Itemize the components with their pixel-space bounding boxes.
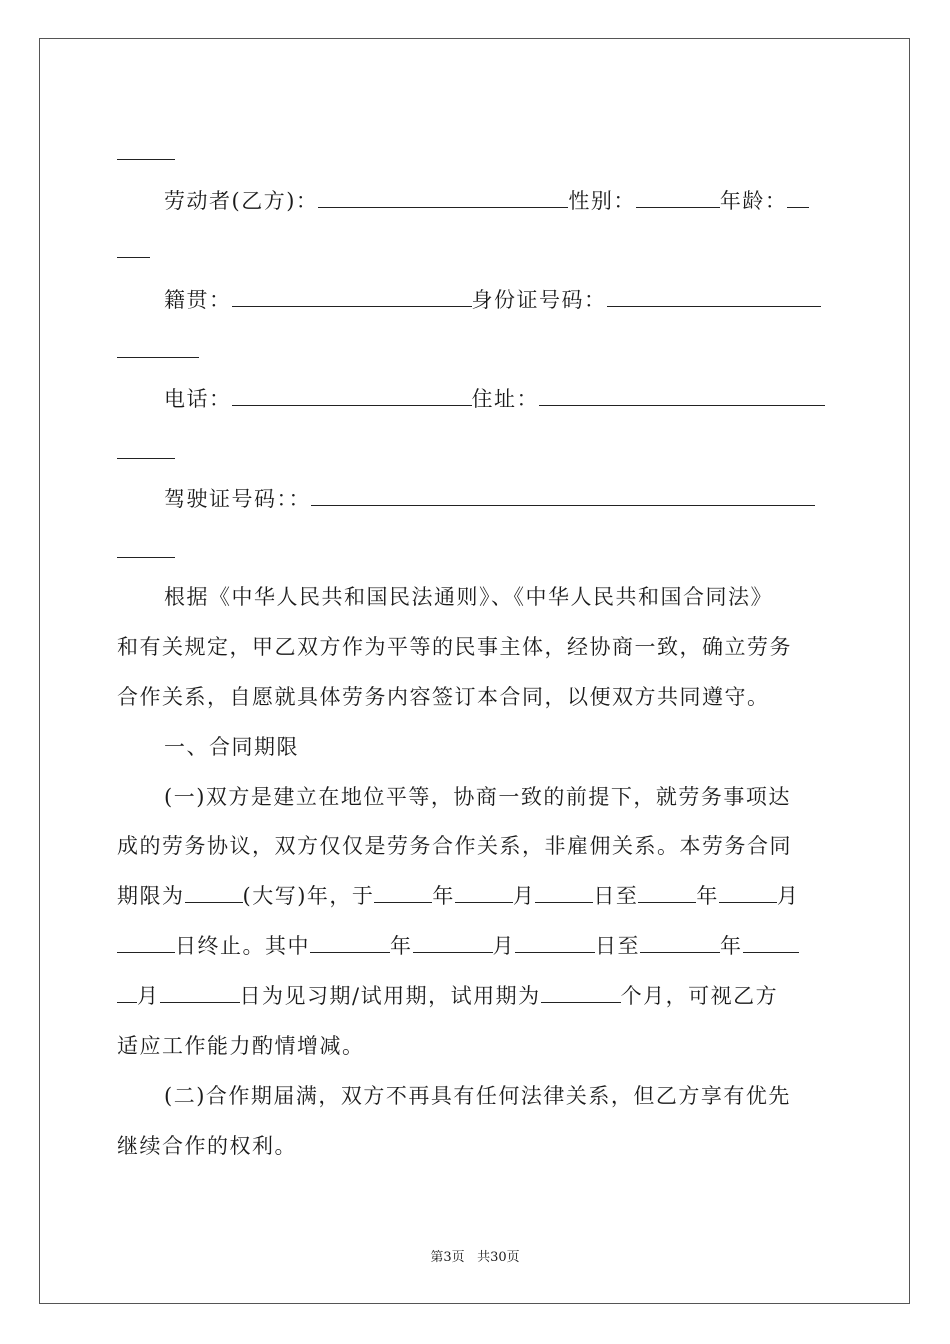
month-label: 月 — [776, 884, 800, 908]
worker-line — [164, 186, 809, 216]
trial-end-month-continuation[interactable] — [117, 984, 137, 1003]
end-year-blank[interactable] — [638, 884, 696, 903]
age-blank[interactable] — [787, 189, 809, 208]
clause-2-line-1: (二)合作期届满，双方不再具有任何法律关系，但乙方享有优先 — [164, 1084, 791, 1108]
phone-label: 电话： — [164, 387, 232, 411]
clause-1-line-4 — [117, 931, 799, 961]
term-text: (大写)年，于 — [242, 884, 375, 908]
worker-name-blank[interactable] — [318, 189, 568, 208]
origin-line — [164, 285, 821, 315]
phone-blank[interactable] — [232, 387, 472, 406]
address-blank-continuation — [117, 458, 175, 459]
term-label: 期限为 — [117, 884, 185, 908]
license-line — [164, 484, 815, 514]
end-text: 日终止。其中 — [175, 934, 310, 958]
trial-start-year-blank[interactable] — [310, 934, 390, 953]
trial-period-text: 日为见习期/试用期，试用期为 — [239, 984, 541, 1008]
address-blank[interactable] — [539, 387, 825, 406]
license-label: 驾驶证号码：： — [164, 487, 311, 511]
gender-blank[interactable] — [636, 189, 720, 208]
address-label: 住址： — [471, 387, 539, 411]
year-label: 年 — [720, 934, 743, 958]
month-label: 月 — [512, 884, 536, 908]
trial-end-day-blank[interactable] — [160, 984, 240, 1003]
start-month-blank[interactable] — [455, 884, 513, 903]
origin-blank[interactable] — [232, 288, 472, 307]
end-month-blank[interactable] — [719, 884, 777, 903]
start-day-blank[interactable] — [535, 884, 593, 903]
paragraph-1-line-2: 和有关规定，甲乙双方作为平等的民事主体，经协商一致，确立劳务 — [117, 635, 792, 659]
page-number: 第3页 — [430, 1250, 465, 1265]
clause-2-line-2: 继续合作的权利。 — [117, 1134, 297, 1158]
year-label: 年 — [390, 934, 413, 958]
page-footer — [0, 1246, 950, 1265]
blank-continuation — [117, 159, 175, 160]
year-label: 年 — [696, 884, 719, 908]
clause-1-line-3 — [117, 881, 799, 911]
contact-line — [164, 384, 825, 414]
month-label: 月 — [137, 984, 160, 1008]
id-label: 身份证号码： — [471, 288, 607, 312]
day-to-label: 日至 — [595, 934, 640, 958]
trial-months-text: 个月，可视乙方 — [620, 984, 779, 1008]
start-year-blank[interactable] — [374, 884, 432, 903]
id-blank[interactable] — [607, 288, 821, 307]
age-blank-continuation — [117, 257, 150, 258]
id-blank-continuation — [117, 357, 199, 358]
clause-1-line-5 — [117, 981, 778, 1011]
trial-start-day-blank[interactable] — [515, 934, 595, 953]
term-years-blank[interactable] — [185, 884, 243, 903]
license-blank[interactable] — [311, 487, 815, 506]
trial-end-year-blank[interactable] — [640, 934, 720, 953]
clause-1-line-2: 成的劳务协议，双方仅仅是劳务合作关系，非雇佣关系。本劳务合同 — [117, 834, 792, 858]
page-border — [39, 38, 910, 1304]
gender-label: 性别： — [568, 189, 636, 213]
page-total: 共30页 — [477, 1250, 520, 1265]
license-blank-continuation — [117, 557, 175, 558]
paragraph-1-line-3: 合作关系，自愿就具体劳务内容签订本合同，以便双方共同遵守。 — [117, 685, 770, 709]
paragraph-1-line-1: 根据《中华人民共和国民法通则》、《中华人民共和国合同法》 — [164, 585, 773, 609]
year-label: 年 — [432, 884, 455, 908]
origin-label: 籍贯： — [164, 288, 232, 312]
trial-end-month-blank[interactable] — [743, 934, 799, 953]
clause-1-line-6: 适应工作能力酌情增减。 — [117, 1034, 365, 1058]
clause-1-line-1: (一)双方是建立在地位平等，协商一致的前提下，就劳务事项达 — [164, 785, 791, 809]
end-day-blank[interactable] — [117, 934, 175, 953]
trial-months-blank[interactable] — [541, 984, 621, 1003]
trial-start-month-blank[interactable] — [413, 934, 493, 953]
section-heading-contract-term: 一、合同期限 — [164, 735, 299, 759]
day-to-label: 日至 — [593, 884, 639, 908]
month-label: 月 — [492, 934, 515, 958]
age-label: 年龄： — [719, 189, 788, 213]
worker-label: 劳动者(乙方)： — [164, 189, 319, 213]
